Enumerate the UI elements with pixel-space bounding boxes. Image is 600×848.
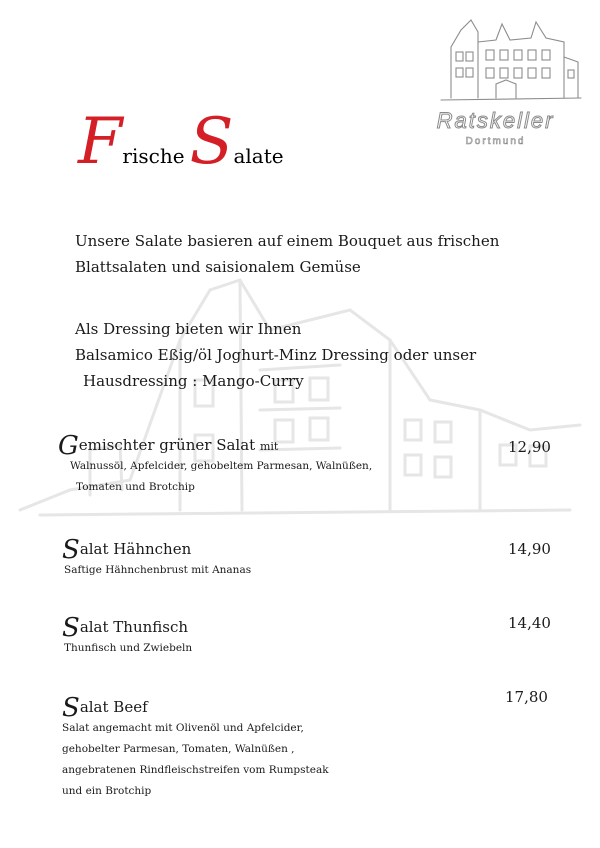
item-price: 14,40 bbox=[508, 614, 551, 632]
item-description: angebratenen Rindfleischstreifen vom Rumpsteak bbox=[62, 764, 329, 776]
item-name: Gemischter grüner Salat mit bbox=[58, 431, 279, 461]
title-initial-s: S bbox=[189, 105, 234, 179]
dressing-line: Balsamico Eßig/öl Joghurt-Minz Dressing oder unser bbox=[75, 346, 477, 364]
castle-sketch-icon bbox=[436, 12, 586, 107]
item-description: und ein Brotchip bbox=[62, 785, 152, 797]
menu-item-salat-thunfisch bbox=[52, 613, 193, 659]
menu-item-salat-haehnchen bbox=[52, 535, 252, 581]
item-name: Salat Beef bbox=[62, 693, 148, 723]
item-description: Walnussöl, Apfelcider, gehobeltem Parmesan, Walnüßen, bbox=[70, 460, 373, 472]
item-name: Salat Hähnchen bbox=[62, 535, 192, 565]
ratskeller-logo bbox=[408, 12, 583, 147]
menu-item-salat-beef bbox=[52, 693, 329, 802]
item-description: Salat angemacht mit Olivenöl und Apfelcider, bbox=[62, 722, 304, 734]
menu-item-gemischter-salat bbox=[58, 431, 373, 498]
brand-name: Ratskeller bbox=[436, 108, 555, 133]
dressing-line: Als Dressing bieten wir Ihnen bbox=[75, 320, 302, 338]
intro-line: Unsere Salate basieren auf einem Bouquet aus frischen bbox=[75, 232, 500, 250]
title-word-2: alate bbox=[233, 144, 284, 168]
item-description: Thunfisch und Zwiebeln bbox=[64, 642, 193, 654]
title-word-1: rische bbox=[122, 144, 185, 168]
item-price: 14,90 bbox=[508, 540, 551, 558]
item-price: 17,80 bbox=[505, 688, 548, 706]
item-price: 12,90 bbox=[508, 438, 551, 456]
item-description: Saftige Hähnchenbrust mit Ananas bbox=[64, 564, 252, 576]
item-description: Tomaten und Brotchip bbox=[76, 481, 195, 493]
dressing-line: Hausdressing : Mango-Curry bbox=[83, 372, 304, 390]
brand-city: Dortmund bbox=[465, 136, 526, 147]
dressing-paragraph bbox=[75, 316, 476, 394]
item-description: gehobelter Parmesan, Tomaten, Walnüßen , bbox=[62, 743, 295, 755]
page-title bbox=[78, 105, 284, 179]
item-name: Salat Thunfisch bbox=[62, 613, 189, 643]
title-initial-f: F bbox=[78, 105, 123, 179]
intro-paragraph bbox=[75, 228, 499, 280]
intro-line: Blattsalaten und saisionalem Gemüse bbox=[75, 258, 361, 276]
